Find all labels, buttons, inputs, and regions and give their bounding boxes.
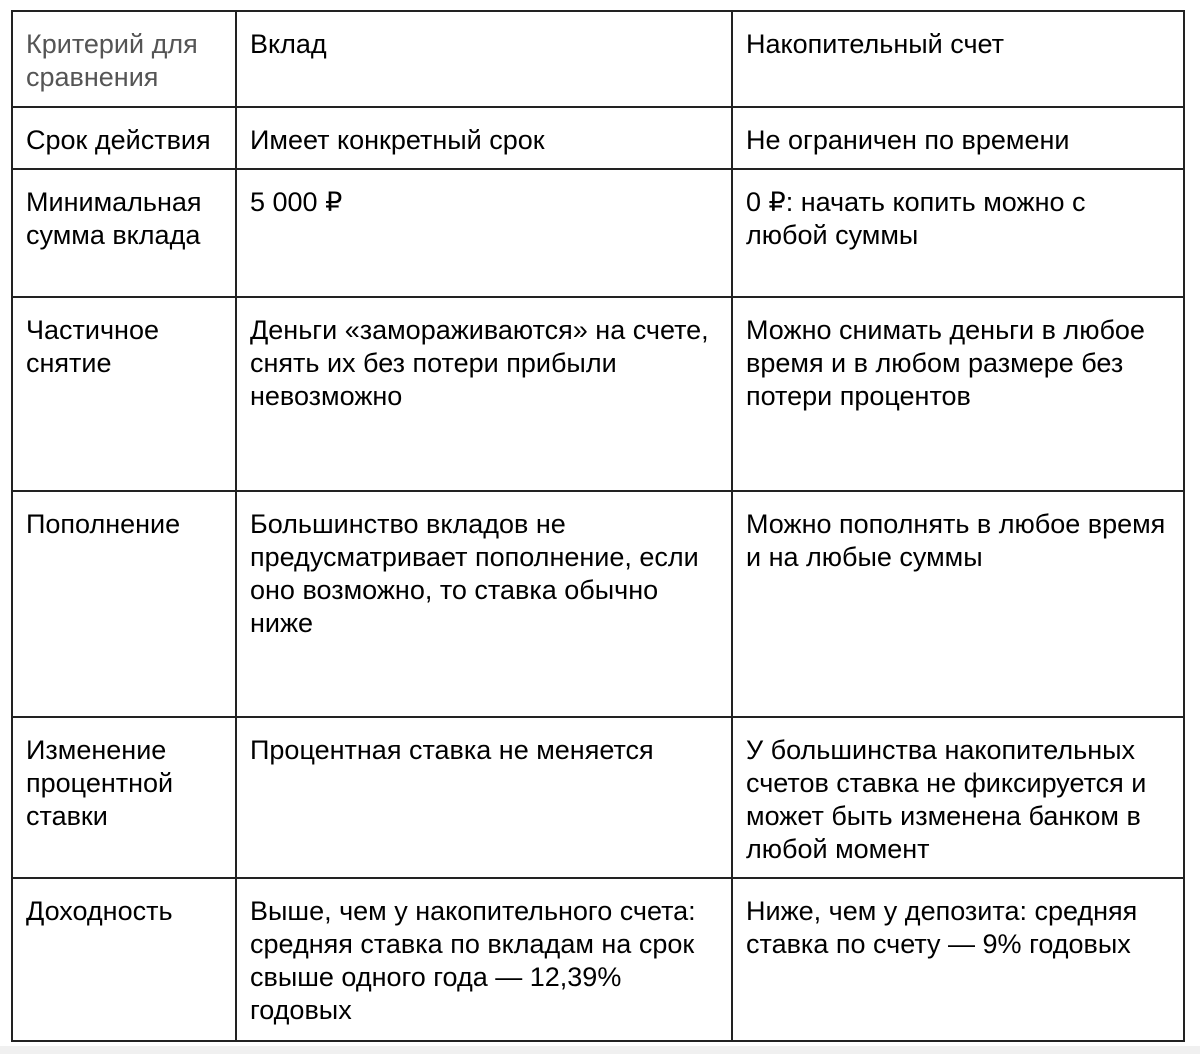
table-row-top-up xyxy=(12,491,1184,717)
deposit-cell: 5 000 ₽ xyxy=(236,169,732,297)
page-bottom-edge xyxy=(0,1046,1200,1054)
table-row-yield xyxy=(12,878,1184,1041)
deposit-cell: Имеет конкретный срок xyxy=(236,107,732,169)
table-row-rate-change xyxy=(12,717,1184,878)
table-row-term xyxy=(12,107,1184,169)
savings-cell: 0 ₽: начать копить можно с любой суммы xyxy=(732,169,1184,297)
savings-cell: Не ограничен по времени xyxy=(732,107,1184,169)
criterion-cell: Срок действия xyxy=(12,107,236,169)
header-criterion: Критерий для сравнения xyxy=(12,11,236,107)
criterion-cell: Частичное снятие xyxy=(12,297,236,491)
deposit-cell: Процентная ставка не меняется xyxy=(236,717,732,878)
criterion-cell: Пополнение xyxy=(12,491,236,717)
criterion-cell: Минимальная сумма вклада xyxy=(12,169,236,297)
header-savings-account: Накопительный счет xyxy=(732,11,1184,107)
criterion-cell: Изменение процентной ставки xyxy=(12,717,236,878)
table-row-partial-withdrawal xyxy=(12,297,1184,491)
deposit-cell: Большинство вкладов не предусматривает пополнение, если оно возможно, то ставка обычно ниже xyxy=(236,491,732,717)
savings-cell: Можно снимать деньги в любое время и в любом размере без потери процентов xyxy=(732,297,1184,491)
savings-cell: Можно пополнять в любое время и на любые суммы xyxy=(732,491,1184,717)
deposit-cell: Выше, чем у накопительного счета: средняя ставка по вкладам на срок свыше одного года — 12,39% годовых xyxy=(236,878,732,1041)
savings-cell: Ниже, чем у депозита: средняя ставка по счету — 9% годовых xyxy=(732,878,1184,1041)
savings-cell: У большинства накопительных счетов ставка не фиксируется и может быть изменена банком в любой момент xyxy=(732,717,1184,878)
criterion-cell: Доходность xyxy=(12,878,236,1041)
table-row-min-amount xyxy=(12,169,1184,297)
comparison-table xyxy=(11,10,1185,1042)
deposit-cell: Деньги «замораживаются» на счете, снять их без потери прибыли невозможно xyxy=(236,297,732,491)
header-deposit: Вклад xyxy=(236,11,732,107)
table-header-row xyxy=(12,11,1184,107)
